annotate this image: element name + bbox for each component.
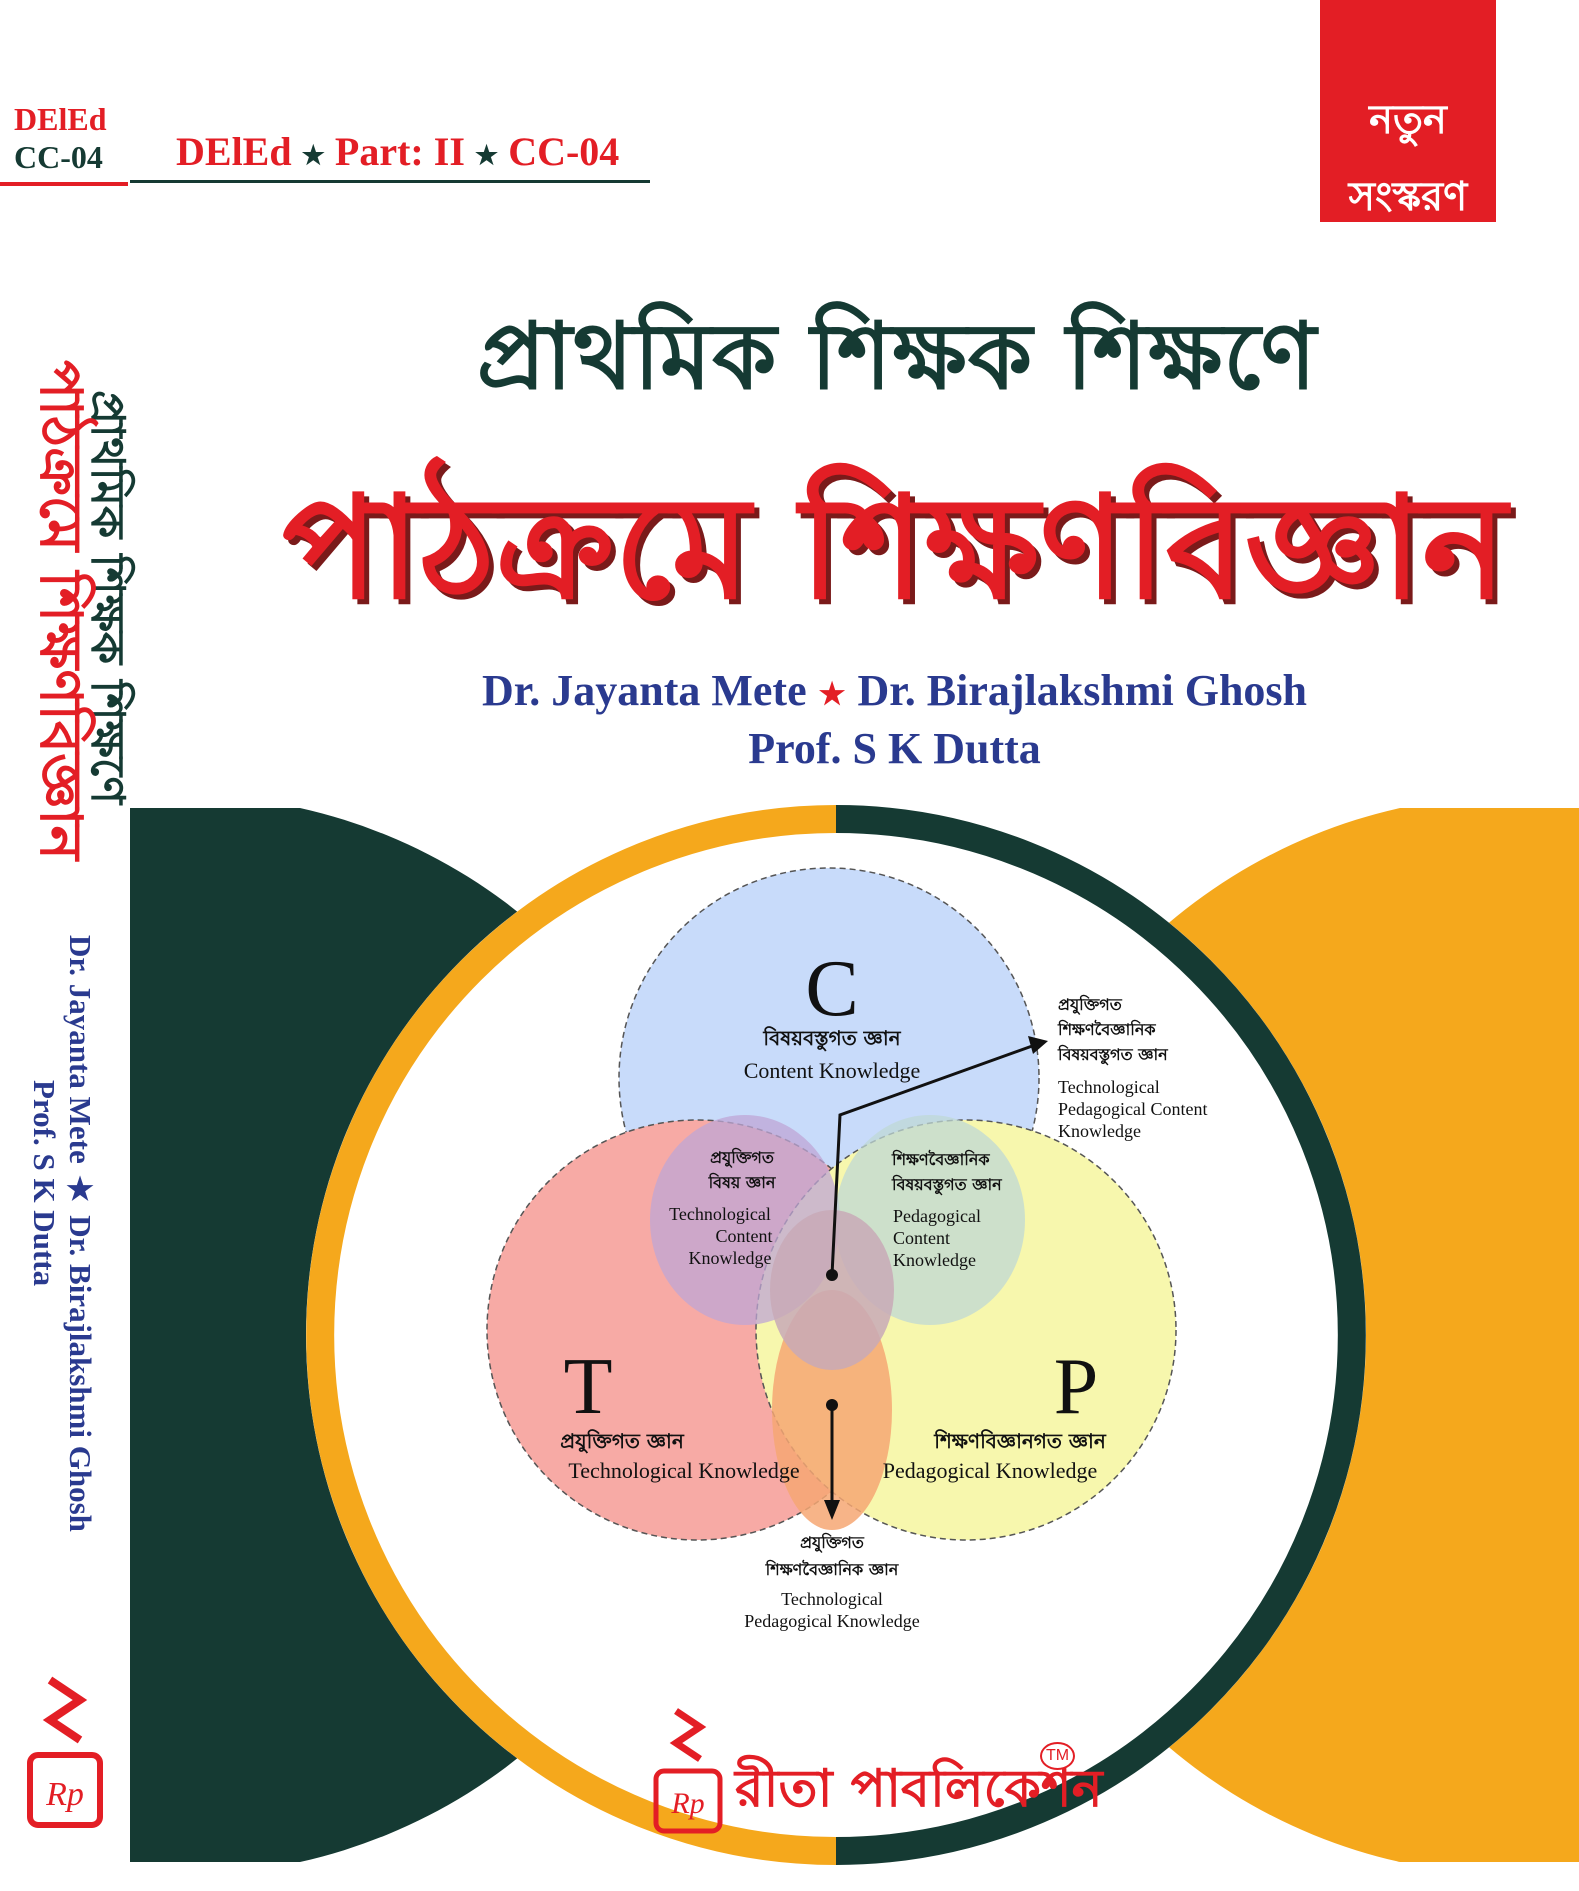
pck-en-2: Content	[893, 1228, 950, 1248]
pck-bn-2: বিষয়বস্তুগত জ্ঞান	[892, 1175, 1002, 1194]
tpack-bn-3: বিষয়বস্তুগত জ্ঞান	[1058, 1045, 1168, 1064]
edition-line1: নতুন	[1369, 97, 1447, 143]
tck-bn-2: বিষয় জ্ঞান	[708, 1173, 776, 1192]
tpk-bn-1: প্রযুক্তিগত	[800, 1533, 864, 1552]
series-course: DElEd	[176, 129, 292, 174]
spine-title-line1: প্রাথমিক শিক্ষক শিক্ষণে	[81, 390, 135, 805]
authors-row-1	[210, 664, 1579, 722]
new-edition-badge	[1320, 0, 1496, 222]
publisher-logo-icon	[648, 1705, 728, 1835]
series-separator-1: ★	[301, 140, 325, 170]
c-letter: C	[805, 945, 859, 1033]
c-label-bn: বিষয়বস্তুগত জ্ঞান	[763, 1026, 901, 1050]
tpack-en-2: Pedagogical Content	[1058, 1099, 1208, 1119]
pck-en-3: Knowledge	[893, 1250, 976, 1270]
pck-en-1: Pedagogical	[893, 1206, 981, 1226]
tpack-en-3: Knowledge	[1058, 1121, 1141, 1141]
series-separator-2: ★	[474, 140, 499, 170]
tck-en-3: Knowledge	[688, 1248, 772, 1268]
p-label-en: Pedagogical Knowledge	[882, 1458, 1098, 1483]
tck-en-1: Technological	[669, 1204, 771, 1224]
p-label-bn: শিক্ষণবিজ্ঞানগত জ্ঞান	[934, 1429, 1106, 1453]
tpack-bn-1: প্রযুক্তিগত	[1058, 995, 1122, 1014]
svg-text:Rp: Rp	[671, 1787, 705, 1820]
tpack-bn-2: শিক্ষণবৈজ্ঞানিক	[1058, 1020, 1156, 1039]
tpack-en-1: Technological	[1058, 1077, 1160, 1097]
author-3: Prof. S K Dutta	[748, 723, 1041, 773]
p-letter: P	[1053, 1343, 1099, 1431]
tck-bn-1: প্রযুক্তিগত	[710, 1148, 774, 1167]
t-label-bn: প্রযুক্তিগত জ্ঞান	[560, 1429, 684, 1453]
spine-authors-line2: Prof. S K Dutta	[27, 1080, 62, 1287]
tpk-en-1: Technological	[781, 1589, 883, 1609]
series-part: Part: II	[334, 129, 465, 174]
t-letter: T	[563, 1343, 613, 1431]
book-title-line1: প্রাথমিক শিক্ষক শিক্ষণে	[476, 303, 1318, 410]
publisher-name: রীতা পাবলিকেশন	[735, 1759, 1103, 1819]
spine-publisher-logo-icon	[20, 1670, 110, 1830]
svg-text:Rp: Rp	[46, 1776, 84, 1813]
edition-line2: সংস্করণ	[1348, 174, 1468, 220]
author-separator: ★	[818, 677, 846, 711]
c-label-en: Content Knowledge	[743, 1058, 921, 1083]
series-line	[176, 128, 619, 175]
trademark-badge: TM	[1040, 1742, 1075, 1770]
author-1: Dr. Jayanta Mete	[481, 666, 807, 715]
tpk-bn-2: শিক্ষণবৈজ্ঞানিক জ্ঞান	[765, 1560, 899, 1579]
tck-en-2: Content	[715, 1226, 773, 1246]
spine-title-line2: পাঠক্রমে শিক্ষণবিজ্ঞান	[27, 360, 95, 861]
tpk-en-2: Pedagogical Knowledge	[744, 1611, 920, 1631]
spine-authors-line1: Dr. Jayanta Mete ★ Dr. Birajlakshmi Ghosh	[63, 935, 98, 1532]
spine-code-line1: DElEd	[14, 101, 107, 137]
overlap-tpc	[770, 1210, 894, 1370]
spine-divider	[0, 182, 128, 186]
book-title-line2: পাঠক্রমে শিক্ষণবিজ্ঞান	[282, 466, 1507, 631]
t-label-en: Technological Knowledge	[568, 1458, 800, 1483]
authors-block	[0, 664, 1579, 776]
series-code: CC-04	[508, 129, 620, 174]
spine-code-line2: CC-04	[14, 139, 103, 175]
series-underline	[130, 180, 650, 183]
author-2: Dr. Birajlakshmi Ghosh	[857, 666, 1308, 715]
pck-bn-1: শিক্ষণবৈজ্ঞানিক	[892, 1150, 990, 1169]
spine-code	[14, 100, 106, 176]
